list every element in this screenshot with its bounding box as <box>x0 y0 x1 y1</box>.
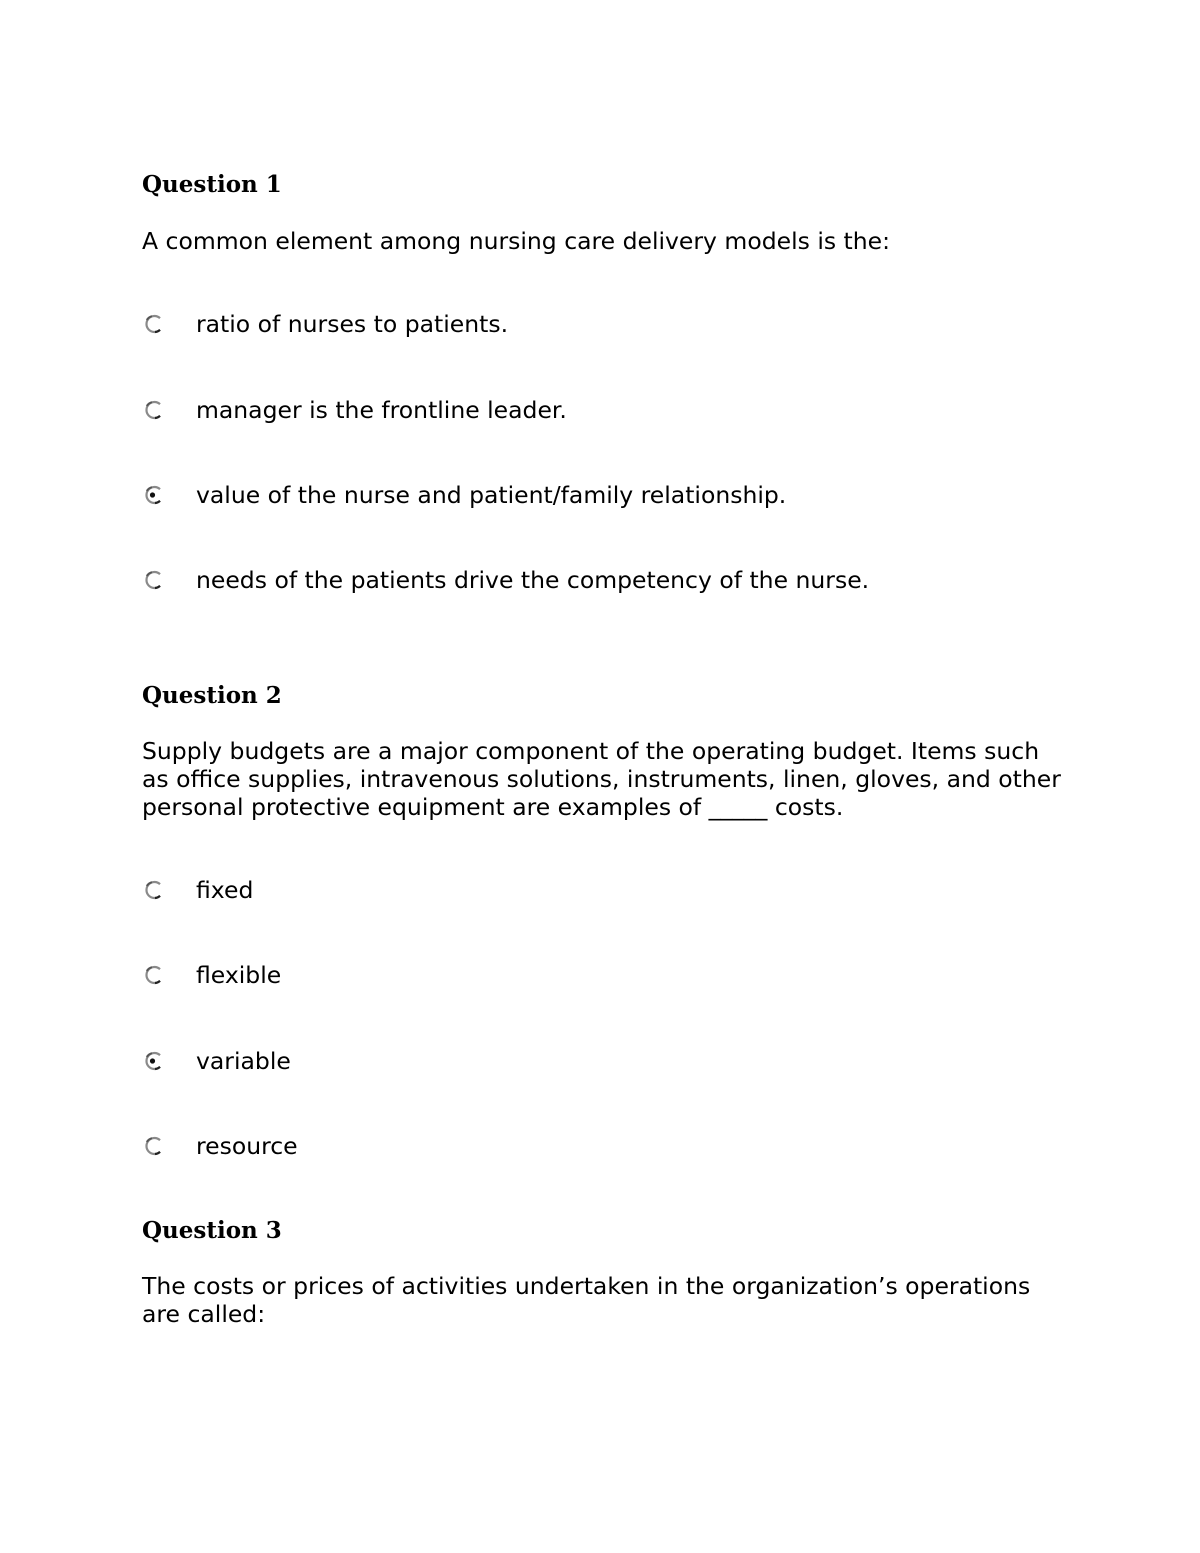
question-2-text: Supply budgets are a major component of the operating budget. Items such as office supplies, intravenous solutions, instruments, linen, gloves, and other personal protective equipment are examples of _____ costs. <box>142 737 1061 821</box>
question-2-option-3[interactable] <box>142 1046 291 1076</box>
question-1-title: Question 1 <box>142 171 282 198</box>
radio-selected-icon[interactable] <box>142 1048 168 1074</box>
option-label: needs of the patients drive the competency of the nurse. <box>196 566 870 594</box>
option-label: ratio of nurses to patients. <box>196 310 509 338</box>
question-2-option-4[interactable] <box>142 1131 298 1161</box>
question-2-title: Question 2 <box>142 682 282 709</box>
option-label: manager is the frontline leader. <box>196 396 567 424</box>
question-1-option-3[interactable] <box>142 480 787 510</box>
option-label: fixed <box>196 876 254 904</box>
question-1-text: A common element among nursing care delivery models is the: <box>142 227 891 255</box>
option-label: flexible <box>196 961 282 989</box>
radio-unselected-icon[interactable] <box>142 962 168 988</box>
question-1-option-1[interactable] <box>142 309 509 339</box>
radio-unselected-icon[interactable] <box>142 311 168 337</box>
radio-unselected-icon[interactable] <box>142 397 168 423</box>
question-2-option-2[interactable] <box>142 960 282 990</box>
question-3-title: Question 3 <box>142 1217 282 1244</box>
option-label: variable <box>196 1047 291 1075</box>
option-label: resource <box>196 1132 298 1160</box>
radio-unselected-icon[interactable] <box>142 567 168 593</box>
radio-unselected-icon[interactable] <box>142 877 168 903</box>
radio-unselected-icon[interactable] <box>142 1133 168 1159</box>
option-label: value of the nurse and patient/family relationship. <box>196 481 787 509</box>
question-3-text: The costs or prices of activities undertaken in the organization’s operations are called: <box>142 1272 1031 1328</box>
question-2-option-1[interactable] <box>142 875 254 905</box>
question-1-option-4[interactable] <box>142 565 870 595</box>
radio-selected-icon[interactable] <box>142 482 168 508</box>
question-1-option-2[interactable] <box>142 395 567 425</box>
